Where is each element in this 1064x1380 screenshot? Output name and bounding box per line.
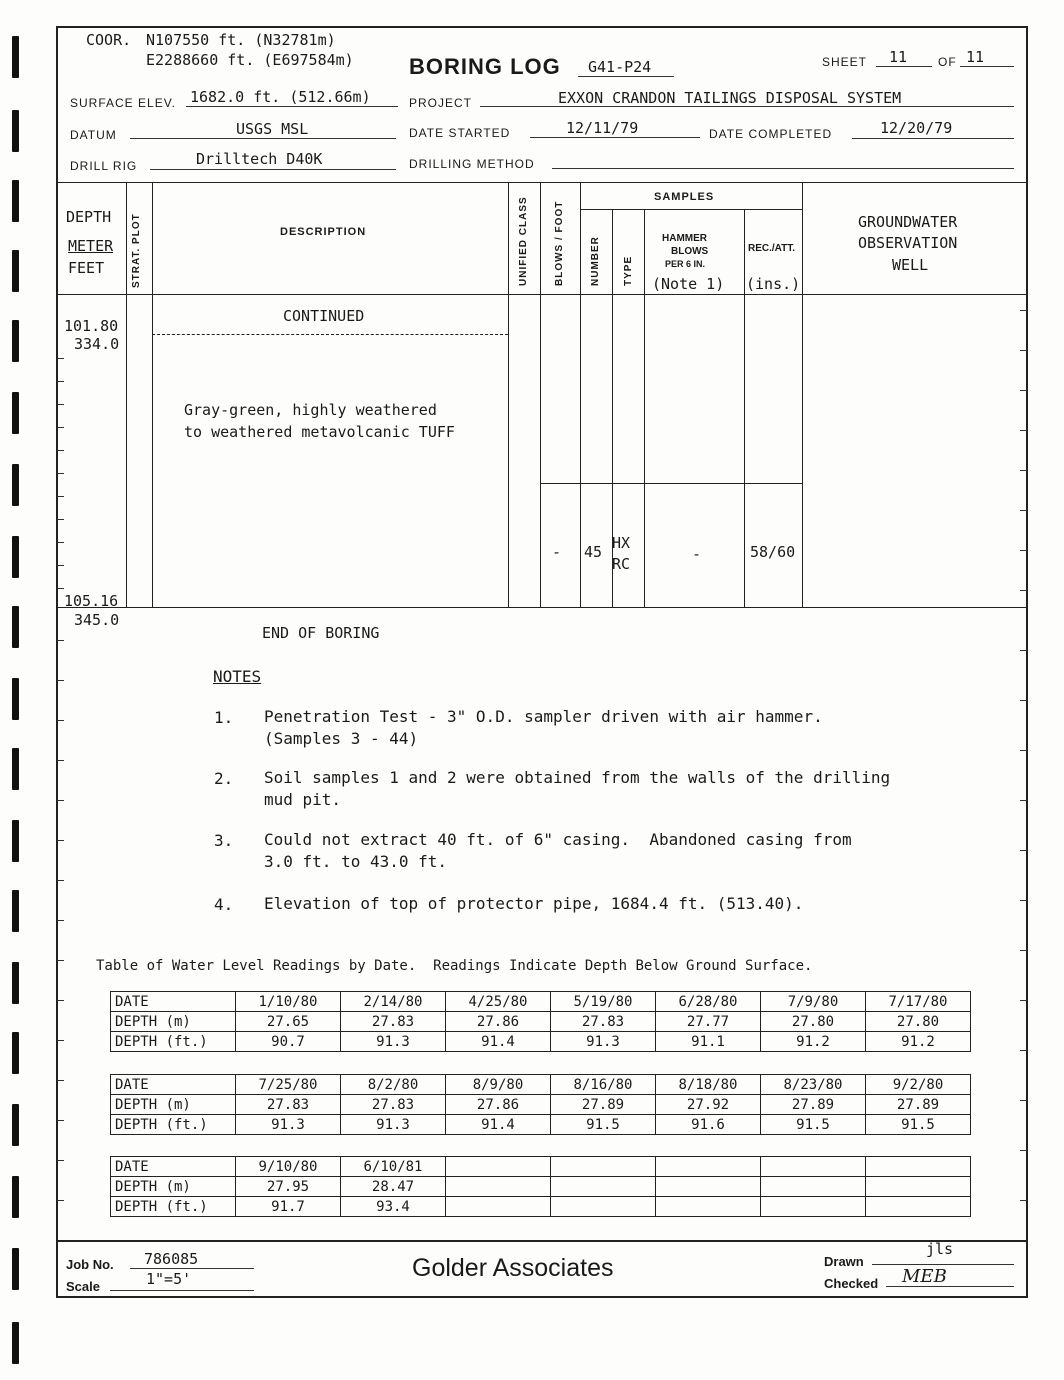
cell — [551, 1177, 656, 1197]
cell: 27.83 — [341, 1095, 446, 1115]
cell: 27.83 — [236, 1095, 341, 1115]
cell: 6/28/80 — [656, 992, 761, 1012]
cell: 8/16/80 — [551, 1075, 656, 1095]
binder-mark — [12, 1032, 19, 1074]
date-started-label: DATE STARTED — [409, 126, 511, 140]
desc-col-divider — [508, 182, 509, 608]
table-row — [111, 992, 971, 1012]
number-header: NUMBER — [590, 236, 601, 286]
note-number: 3. — [214, 831, 234, 850]
datum-underline — [130, 138, 396, 139]
hammer-note: (Note 1) — [652, 275, 725, 293]
scale-underline — [110, 1290, 254, 1291]
scale-label: Scale — [66, 1279, 100, 1294]
table-header-rule — [56, 294, 1028, 295]
coor-north: N107550 ft. (N32781m) — [146, 31, 336, 49]
binder-mark — [12, 748, 19, 790]
scale-value: 1"=5' — [146, 1270, 192, 1288]
cell: 91.5 — [551, 1115, 656, 1135]
cell: 7/25/80 — [236, 1075, 341, 1095]
coor-label: COOR. — [86, 31, 132, 49]
job-underline — [130, 1268, 254, 1269]
table-row — [111, 1032, 971, 1052]
cell: 91.4 — [446, 1115, 551, 1135]
note-line1: Could not extract 40 ft. of 6" casing. Abandoned casing from — [264, 830, 852, 849]
gw-header-line3: WELL — [892, 256, 929, 274]
row-label: DEPTH (m) — [111, 1012, 236, 1032]
project-label: PROJECT — [409, 96, 473, 110]
binder-mark — [12, 320, 19, 362]
top-depth-meter: 101.80 — [64, 317, 119, 335]
drawn-value: jls — [926, 1240, 954, 1258]
note-line1: Elevation of top of protector pipe, 1684.4 ft. (513.40). — [264, 894, 804, 913]
date-started-underline — [530, 137, 700, 138]
date-completed-label: DATE COMPLETED — [709, 127, 833, 141]
datum-value: USGS MSL — [236, 120, 309, 138]
cell — [446, 1157, 551, 1177]
cell: 27.92 — [656, 1095, 761, 1115]
note-line2: (Samples 3 - 44) — [264, 729, 419, 748]
cell: 27.83 — [341, 1012, 446, 1032]
strat-col-divider — [152, 182, 153, 608]
cell — [656, 1157, 761, 1177]
note-number: 2. — [214, 769, 234, 788]
drill-rig-value: Drilltech D40K — [196, 150, 323, 168]
binder-mark — [12, 1248, 19, 1290]
blows-foot-header: BLOWS / FOOT — [554, 200, 565, 286]
cell: 9/2/80 — [866, 1075, 971, 1095]
meter-header: METER — [68, 237, 114, 255]
table-bottom-rule — [56, 607, 1028, 608]
bottom-depth-feet: 345.0 — [74, 611, 120, 629]
table-top-rule — [56, 182, 1028, 183]
binder-mark — [12, 392, 19, 434]
cell — [446, 1177, 551, 1197]
drilling-method-underline — [552, 168, 1014, 169]
cell — [656, 1177, 761, 1197]
binder-mark — [12, 1176, 19, 1218]
sample-number: 45 — [584, 543, 603, 561]
cell — [761, 1197, 866, 1217]
cell: 91.6 — [656, 1115, 761, 1135]
cell: 5/19/80 — [551, 992, 656, 1012]
table-row — [111, 1197, 971, 1217]
cell: 6/10/81 — [341, 1157, 446, 1177]
sample-hammer: - — [692, 545, 702, 563]
hammer-col-divider — [744, 209, 745, 608]
description-header: DESCRIPTION — [280, 226, 367, 238]
continued-label: CONTINUED — [283, 307, 365, 325]
binder-mark — [12, 110, 19, 152]
rec-col-divider — [802, 182, 803, 608]
cell: 2/14/80 — [341, 992, 446, 1012]
cell: 4/25/80 — [446, 992, 551, 1012]
cell — [761, 1157, 866, 1177]
samples-header-rule — [580, 209, 802, 210]
cell: 7/17/80 — [866, 992, 971, 1012]
bottom-depth-meter: 105.16 — [64, 592, 119, 610]
water-level-table-3 — [110, 1156, 971, 1217]
page-title: BORING LOG — [409, 54, 561, 79]
footer-rule — [56, 1240, 1028, 1242]
table-row — [111, 1095, 971, 1115]
cell: 91.5 — [866, 1115, 971, 1135]
table-row — [111, 1115, 971, 1135]
cell: 8/23/80 — [761, 1075, 866, 1095]
rec-unit: (ins.) — [746, 275, 801, 293]
cell: 91.3 — [551, 1032, 656, 1052]
table-row — [111, 1012, 971, 1032]
feet-header: FEET — [68, 259, 105, 277]
binder-mark — [12, 606, 19, 648]
hammer-header-line3: PER 6 IN. — [665, 259, 706, 269]
company-name: Golder Associates — [412, 1254, 614, 1282]
row-label: DATE — [111, 992, 236, 1012]
note-line1: Soil samples 1 and 2 were obtained from the walls of the drilling — [264, 768, 891, 787]
class-col-divider — [540, 182, 541, 608]
cell: 27.89 — [761, 1095, 866, 1115]
cell: 8/2/80 — [341, 1075, 446, 1095]
sample-type-line1: HX — [612, 534, 631, 552]
description-line2: to weathered metavolcanic TUFF — [184, 423, 455, 441]
note-number: 4. — [214, 895, 234, 914]
cell: 1/10/80 — [236, 992, 341, 1012]
sample-type-line2: RC — [612, 555, 631, 573]
binder-mark — [12, 180, 19, 222]
drawn-label: Drawn — [824, 1254, 864, 1269]
water-level-table-1 — [110, 991, 971, 1052]
end-of-boring: END OF BORING — [262, 624, 380, 642]
row-label: DEPTH (m) — [111, 1095, 236, 1115]
cell — [866, 1197, 971, 1217]
drill-rig-label: DRILL RIG — [70, 159, 138, 173]
row-label: DATE — [111, 1157, 236, 1177]
surface-elev-label: SURFACE ELEV. — [70, 96, 176, 110]
cell: 8/18/80 — [656, 1075, 761, 1095]
cell: 91.4 — [446, 1032, 551, 1052]
cell: 91.5 — [761, 1115, 866, 1135]
cell — [551, 1157, 656, 1177]
date-started-value: 12/11/79 — [566, 119, 639, 137]
drilling-method-label: DRILLING METHOD — [409, 157, 535, 171]
cell: 27.83 — [551, 1012, 656, 1032]
cell: 27.80 — [761, 1012, 866, 1032]
blows-col-divider — [580, 182, 581, 608]
surface-elev-value: 1682.0 ft. (512.66m) — [190, 88, 371, 106]
datum-label: DATUM — [70, 128, 117, 142]
note-line1: Penetration Test - 3" O.D. sampler driven with air hammer. — [264, 707, 823, 726]
date-completed-underline — [852, 138, 1014, 139]
binder-mark — [12, 250, 19, 292]
sample-blows: - — [552, 543, 562, 561]
note-line2: mud pit. — [264, 790, 342, 809]
table-row — [111, 1075, 971, 1095]
cell: 8/9/80 — [446, 1075, 551, 1095]
sample-recovery: 58/60 — [750, 543, 796, 561]
binder-mark — [12, 1104, 19, 1146]
top-depth-feet: 334.0 — [74, 335, 120, 353]
cell: 9/10/80 — [236, 1157, 341, 1177]
sheet-total-underline — [960, 66, 1014, 67]
row-label: DATE — [111, 1075, 236, 1095]
water-level-table-2 — [110, 1074, 971, 1135]
date-completed-value: 12/20/79 — [880, 119, 953, 137]
cell: 27.89 — [866, 1095, 971, 1115]
surface-elev-underline — [186, 106, 398, 107]
depth-col-divider — [126, 182, 127, 608]
cell: 27.86 — [446, 1095, 551, 1115]
project-value: EXXON CRANDON TAILINGS DISPOSAL SYSTEM — [558, 89, 902, 107]
cell: 27.95 — [236, 1177, 341, 1197]
checked-label: Checked — [824, 1276, 879, 1291]
continued-dash-rule — [152, 334, 508, 335]
cell: 90.7 — [236, 1032, 341, 1052]
of-label: OF — [938, 55, 957, 69]
row-label: DEPTH (ft.) — [111, 1115, 236, 1135]
gw-header-line1: GROUNDWATER — [858, 213, 958, 231]
cell — [551, 1197, 656, 1217]
binder-mark — [12, 820, 19, 862]
strat-plot-header: STRAT. PLOT — [131, 213, 142, 288]
unified-class-header: UNIFIED CLASS — [518, 196, 529, 286]
cell: 93.4 — [341, 1197, 446, 1217]
note-number: 1. — [214, 708, 234, 727]
type-col-divider — [644, 209, 645, 608]
cell: 91.3 — [236, 1115, 341, 1135]
row-label: DEPTH (ft.) — [111, 1032, 236, 1052]
hammer-header-line2: BLOWS — [671, 246, 709, 257]
sheet-label: SHEET — [822, 55, 868, 69]
cell: 27.80 — [866, 1012, 971, 1032]
binder-mark — [12, 890, 19, 932]
gw-header-line2: OBSERVATION — [858, 234, 958, 252]
cell — [656, 1197, 761, 1217]
samples-header: SAMPLES — [654, 191, 715, 203]
cell: 27.89 — [551, 1095, 656, 1115]
cell — [866, 1177, 971, 1197]
cell: 27.77 — [656, 1012, 761, 1032]
cell: 91.2 — [866, 1032, 971, 1052]
cell: 27.86 — [446, 1012, 551, 1032]
notes-heading: NOTES — [213, 667, 262, 686]
rec-att-header: REC./ATT. — [748, 243, 796, 254]
sheet-number: 11 — [889, 48, 908, 66]
cell: 7/9/80 — [761, 992, 866, 1012]
checked-underline — [886, 1286, 1014, 1287]
binder-mark — [12, 678, 19, 720]
cell — [761, 1177, 866, 1197]
cell: 27.65 — [236, 1012, 341, 1032]
cell: 91.7 — [236, 1197, 341, 1217]
binder-mark — [12, 36, 19, 78]
cell: 91.3 — [341, 1032, 446, 1052]
table-row — [111, 1157, 971, 1177]
hammer-header-line1: HAMMER — [662, 233, 707, 244]
cell — [866, 1157, 971, 1177]
depth-header: DEPTH — [66, 208, 112, 226]
cell: 91.3 — [341, 1115, 446, 1135]
checked-initials: MEB — [902, 1266, 947, 1287]
type-header: TYPE — [623, 255, 634, 286]
cell: 28.47 — [341, 1177, 446, 1197]
row-label: DEPTH (m) — [111, 1177, 236, 1197]
sheet-total: 11 — [966, 48, 985, 66]
drill-rig-underline — [150, 169, 396, 170]
drawn-underline — [872, 1264, 1014, 1265]
binder-mark — [12, 464, 19, 506]
table-row — [111, 1177, 971, 1197]
project-underline — [480, 106, 1014, 107]
binder-mark — [12, 1322, 19, 1364]
binder-mark — [12, 962, 19, 1004]
boring-id: G41-P24 — [588, 58, 652, 76]
sheet-underline — [876, 66, 932, 67]
cell — [446, 1197, 551, 1217]
job-label: Job No. — [66, 1257, 114, 1272]
job-number: 786085 — [144, 1250, 199, 1268]
cell: 91.1 — [656, 1032, 761, 1052]
description-line1: Gray-green, highly weathered — [184, 401, 437, 419]
note-line2: 3.0 ft. to 43.0 ft. — [264, 852, 448, 871]
row-label: DEPTH (ft.) — [111, 1197, 236, 1217]
binder-mark — [12, 536, 19, 578]
coor-east: E2288660 ft. (E697584m) — [146, 51, 354, 69]
water-table-caption: Table of Water Level Readings by Date. Readings Indicate Depth Below Ground Surface. — [96, 958, 813, 974]
boring-id-underline — [578, 76, 674, 77]
cell: 91.2 — [761, 1032, 866, 1052]
